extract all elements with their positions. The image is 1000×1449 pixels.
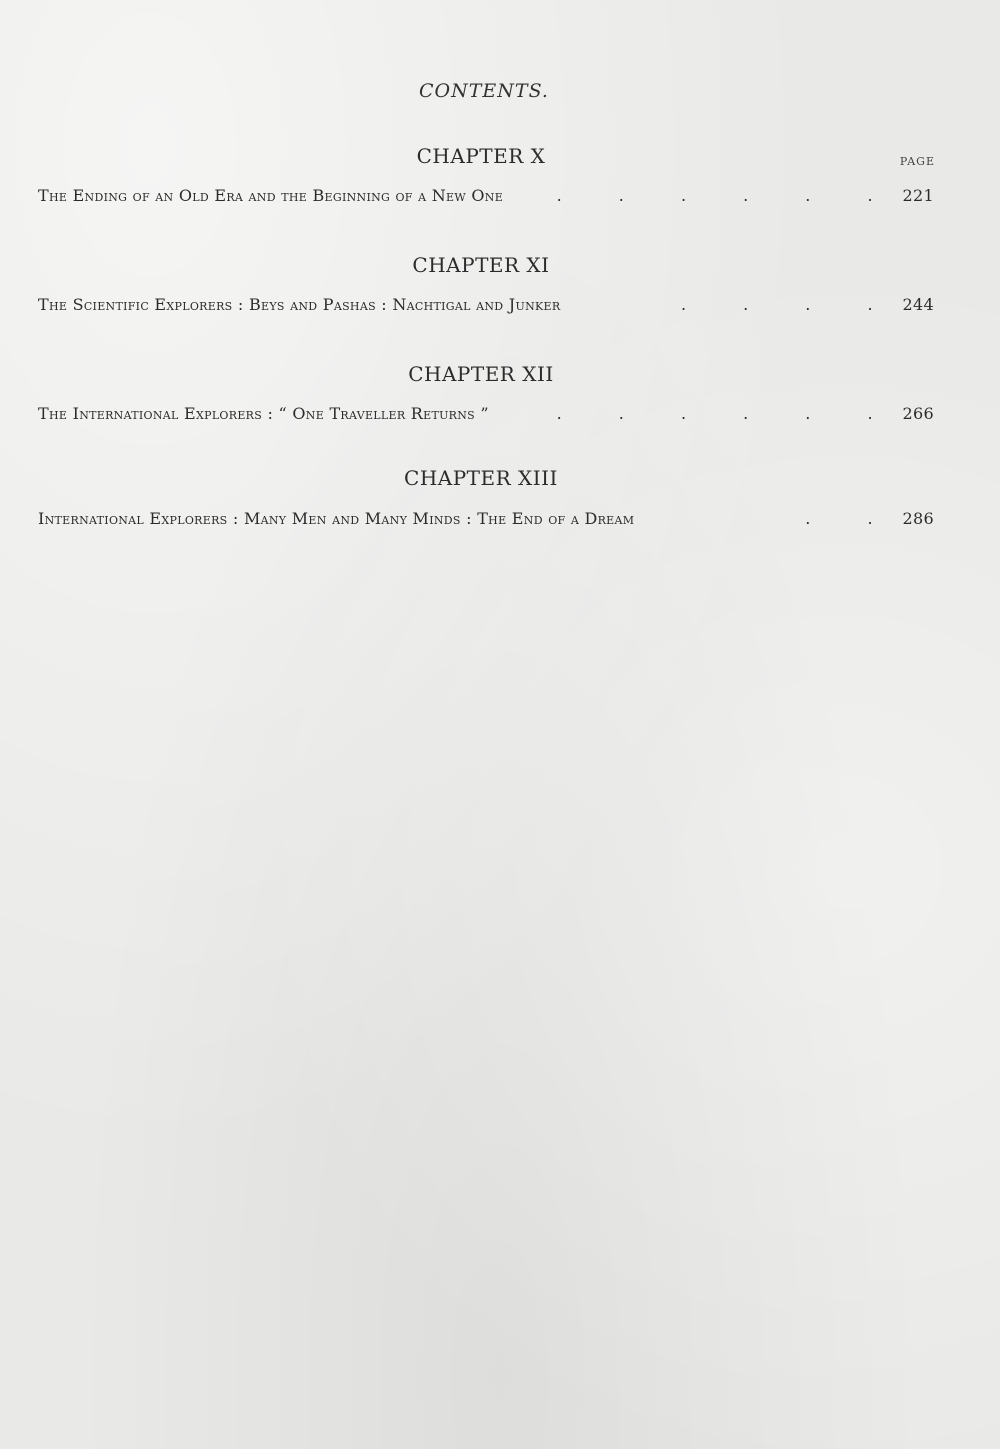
entry-title: The Ending of an Old Era and the Beginning of a New One: [38, 186, 504, 205]
entry-page-number: 266: [902, 404, 934, 423]
toc-entry[interactable]: [38, 186, 934, 205]
entry-title: The International Explorers : “ One Traveller Returns ”: [38, 404, 489, 423]
toc-entry[interactable]: [38, 404, 934, 423]
entry-title: International Explorers : Many Men and Many Minds : The End of a Dream: [38, 509, 635, 528]
dot-leader: . .: [805, 509, 899, 528]
chapter-heading: CHAPTER X: [416, 144, 546, 168]
toc-entry[interactable]: [38, 509, 934, 528]
running-head: CONTENTS.: [419, 80, 549, 102]
chapter-heading: CHAPTER XIII: [404, 466, 558, 490]
page-column-label: PAGE: [899, 155, 935, 168]
entry-page-number: 286: [902, 509, 934, 528]
entry-title: The Scientific Explorers : Beys and Pashas : Nachtigal and Junker: [38, 295, 561, 314]
chapter-heading: CHAPTER XII: [408, 362, 554, 386]
dot-leader: . . . . . .: [556, 404, 899, 423]
chapter-heading: CHAPTER XI: [412, 253, 550, 277]
entry-page-number: 221: [902, 186, 934, 205]
entry-page-number: 244: [902, 295, 934, 314]
toc-entry[interactable]: [38, 295, 934, 314]
dot-leader: . . . . . .: [556, 186, 899, 205]
dot-leader: . . . .: [680, 295, 899, 314]
